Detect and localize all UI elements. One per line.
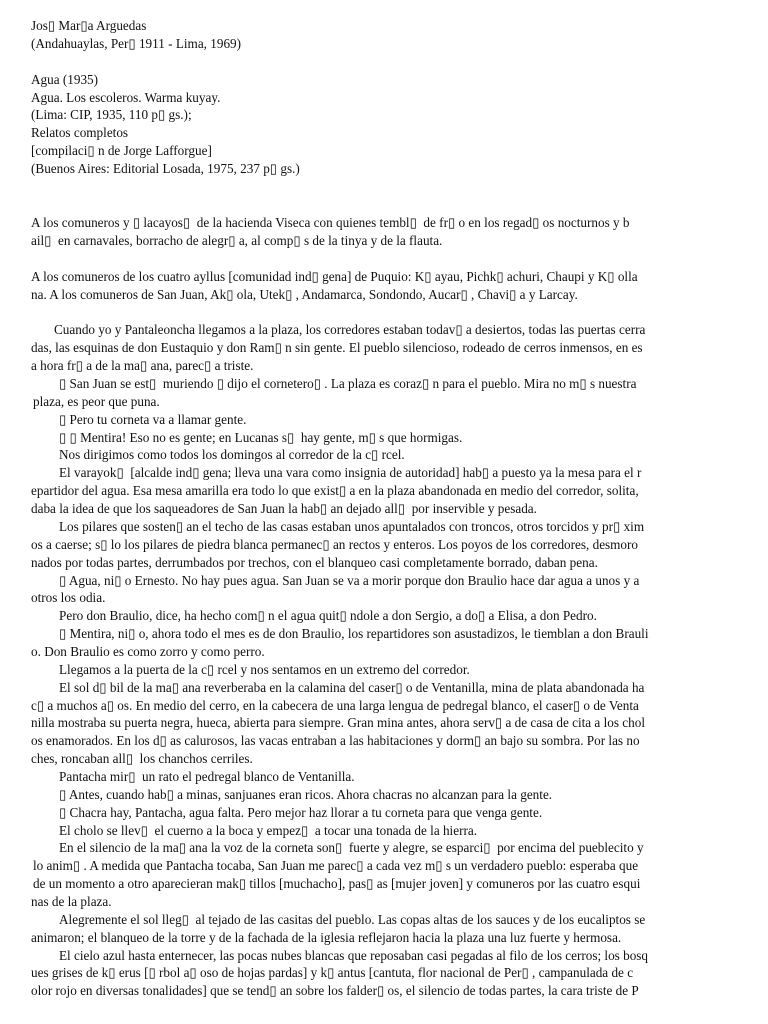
body-text-line: ues grises de k▯ erus [▯ rbol a▯ oso de hojas pardas] y k▯ antus [cantuta, flor nacional de Per▯ , campanulada de c xyxy=(31,965,634,980)
body-text-line: ▯ Pero tu corneta va a llamar gente. xyxy=(59,412,247,427)
body-text-line: a hora fr▯ a de la ma▯ ana, parec▯ a triste. xyxy=(31,358,254,373)
body-text-line: plaza, es peor que puna. xyxy=(33,394,160,409)
body-text-line: otros los odia. xyxy=(31,590,106,605)
body-text-line: nilla mostraba su puerta negra, hueca, abierta para siempre. Gran mina antes, ahora serv▯ a de casa de cita a los chol xyxy=(31,715,645,730)
work-title: Agua (1935) xyxy=(31,72,99,87)
author-dates: (Andahuaylas, Per▯ 1911 - Lima, 1969) xyxy=(31,36,242,51)
work-contents: Agua. Los escoleros. Warma kuyay. xyxy=(31,90,221,105)
body-text-line: Pantacha mir▯ un rato el pedregal blanco de Ventanilla. xyxy=(59,769,355,784)
body-text-line: das, las esquinas de don Eustaquio y don Ram▯ n sin gente. El pueblo silencioso, rodeado de cerros inmensos, en es xyxy=(31,340,643,355)
publication-info-2: (Buenos Aires: Editorial Losada, 1975, 237 p▯ gs.) xyxy=(31,161,300,176)
body-text-line: olor rojo en diversas tonalidades] que se tend▯ an sobre los falder▯ os, el silencio de todas partes, la cara triste de P xyxy=(31,983,639,998)
body-text-line: En el silencio de la ma▯ ana la voz de la corneta son▯ fuerte y alegre, se esparci▯ por encima del pueblecito y xyxy=(59,840,644,855)
body-text-line: Los pilares que sosten▯ an el techo de las casas estaban unos apuntalados con troncos, otros torcidos y pr▯ xim xyxy=(59,519,645,534)
body-text-line: c▯ a muchos a▯ os. En medio del cerro, en la cabecera de una larga lengua de pedregal blanco, el caser▯ o de Venta xyxy=(31,698,639,713)
body-text-line: El varayok▯ [alcalde ind▯ gena; lleva una vara como insignia de autoridad] hab▯ a puesto ya la mesa para el r xyxy=(59,465,642,480)
collection-title: Relatos completos xyxy=(31,125,129,140)
body-text-line: Nos dirigimos como todos los domingos al corredor de la c▯ rcel. xyxy=(59,447,405,462)
body-text-line: Cuando yo y Pantaleoncha llegamos a la plaza, los corredores estaban todav▯ a desiertos, todas las puertas cerra xyxy=(54,322,646,337)
body-text-line: ches, roncaban all▯ los chanchos cerriles. xyxy=(31,751,253,766)
body-text-line: nas de la plaza. xyxy=(31,894,112,909)
body-text-line: El cielo azul hasta enternecer, las pocas nubes blancas que reposaban casi pegadas al filo de los cerros; los bosq xyxy=(59,948,649,963)
body-text-line: os a caerse; s▯ lo los pilares de piedra blanca permanec▯ an rectos y enteros. Los poyos de los corredores, desmoro xyxy=(31,537,639,552)
body-text-line: Llegamos a la puerta de la c▯ rcel y nos sentamos en un extremo del corredor. xyxy=(59,662,470,677)
author-name: Jos▯ Mar▯a Arguedas xyxy=(31,18,147,33)
body-text-line: ▯ Agua, ni▯ o Ernesto. No hay pues agua. San Juan se va a morir porque don Braulio hace dar agua a unos y a xyxy=(59,573,640,588)
body-text-line: daba la idea de que los saqueadores de San Juan la hab▯ an dejado all▯ por inservible y pesada. xyxy=(31,501,537,516)
publication-info: (Lima: CIP, 1935, 110 p▯ gs.); xyxy=(31,107,192,122)
body-text-line: epartidor del agua. Esa mesa amarilla era todo lo que exist▯ a en la plaza abandonada en medio del corredor, solita, xyxy=(31,483,639,498)
body-text-line: Pero don Braulio, dice, ha hecho com▯ n el agua quit▯ ndole a don Sergio, a do▯ a Elisa, a don Pedro. xyxy=(59,608,597,623)
body-text-line: El cholo se llev▯ el cuerno a la boca y empez▯ a tocar una tonada de la hierra. xyxy=(59,823,478,838)
compilation-note: [compilaci▯ n de Jorge Lafforgue] xyxy=(31,143,212,158)
body-text-line: Alegremente el sol lleg▯ al tejado de las casitas del pueblo. Las copas altas de los sauces y de los eucaliptos se xyxy=(59,912,646,927)
body-text-line: ▯ San Juan se est▯ muriendo ▯ dijo el cornetero▯ . La plaza es coraz▯ n para el pueblo. Mira no m▯ s nuestra xyxy=(59,376,637,391)
dedication-paragraph-line: na. A los comuneros de San Juan, Ak▯ ola, Utek▯ , Andamarca, Sondondo, Aucar▯ , Chavi▯ a y Larcay. xyxy=(31,287,578,302)
body-text-line: os enamorados. En los d▯ as calurosos, las vacas entraban a las habitaciones y dorm▯ an bajo su sombra. Por las no xyxy=(31,733,640,748)
body-text-line: nados por todas partes, derrumbados por trechos, con el blanqueo casi completamente borrado, daban pena. xyxy=(31,555,598,570)
dedication-paragraph-line: ail▯ en carnavales, borracho de alegr▯ a, al comp▯ s de la tinya y de la flauta. xyxy=(31,233,443,248)
dedication-paragraph-line: A los comuneros y ▯ lacayos▯ de la hacienda Viseca con quienes tembl▯ de fr▯ o en los regad▯ os nocturnos y b xyxy=(31,215,630,230)
body-text-line: de un momento a otro aparecieran mak▯ tillos [muchacho], pas▯ as [mujer joven] y comuneros por las cuatro esqui xyxy=(33,876,641,891)
body-text-line: ▯ Chacra hay, Pantacha, agua falta. Pero mejor haz llorar a tu corneta para que venga gente. xyxy=(59,805,543,820)
body-text-line: ▯ Mentira, ni▯ o, ahora todo el mes es de don Braulio, los repartidores son asustadizos, le tiemblan a don Brauli xyxy=(59,626,649,641)
body-text-line: lo anim▯ . A medida que Pantacha tocaba, San Juan me parec▯ a cada vez m▯ s un verdadero pueblo: esperaba que xyxy=(33,858,639,873)
body-text-line: ▯ ▯ Mentira! Eso no es gente; en Lucanas s▯ hay gente, m▯ s que hormigas. xyxy=(59,430,463,445)
body-text-line: El sol d▯ bil de la ma▯ ana reverberaba en la calamina del caser▯ o de Ventanilla, mina de plata abandonada ha xyxy=(59,680,645,695)
body-text-line: animaron; el blanqueo de la torre y de la fachada de la iglesia reflejaron hacia la plaza una luz fuerte y hermosa. xyxy=(31,930,622,945)
dedication-paragraph-line: A los comuneros de los cuatro ayllus [comunidad ind▯ gena] de Puquio: K▯ ayau, Pichk▯ achuri, Chaupi y K▯ olla xyxy=(31,269,638,284)
body-text-line: ▯ Antes, cuando hab▯ a minas, sanjuanes eran ricos. Ahora chacras no alcanzan para la gente. xyxy=(59,787,553,802)
body-text-line: o. Don Braulio es como zorro y como perro. xyxy=(31,644,265,659)
